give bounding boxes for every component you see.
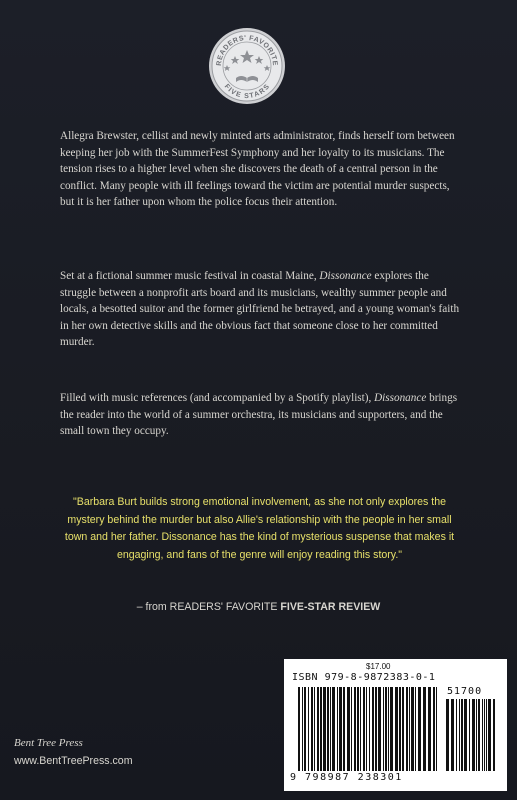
barcode-bar (415, 687, 416, 771)
barcode-bar (375, 687, 377, 771)
barcode-bar (347, 687, 350, 771)
barcode-bar (456, 699, 457, 771)
barcode-bar (411, 687, 414, 771)
barcode-bar (402, 687, 404, 771)
ean-digits: 9 798987 238301 (290, 772, 403, 783)
barcode-bar (354, 687, 356, 771)
book-title-italic: Dissonance (374, 392, 427, 404)
barcode-bar (486, 699, 487, 771)
barcode-bar (484, 699, 485, 771)
barcode-bar (298, 687, 300, 771)
book-title-italic: Dissonance (319, 270, 372, 282)
seal-top-text: READERS' FAVORITE (215, 34, 279, 67)
barcode-bar (390, 687, 393, 771)
barcode-bar (478, 699, 480, 771)
barcode-bar (409, 687, 410, 771)
blurb-paragraph-1: Allegra Brewster, cellist and newly minted arts administrator, finds herself torn between keeping her job with the SummerFest Symphony and her loyalty to its musicians. The tension rises to a higher level when she discovers the death of a central person in the conflict. Many people with ill feelings toward the victim are potential murder suspects, but it is her father upon whom the police focus their attention. (60, 130, 455, 209)
barcode-bar (320, 687, 322, 771)
barcode-bar (351, 687, 352, 771)
barcode-bar (317, 687, 319, 771)
blurb-paragraph-2: Set at a fictional summer music festival in coastal Maine, Dissonance explores the struggle between a nonprofit arts board and its musicians, wealthy summer people and locals, a besotted suitor and the former girlfriend he betrayed, and a young woman's faith in her own detective skills and the obvious fact that someone close to her committed murder. (60, 270, 460, 349)
isbn-text: ISBN 979-8-9872383-0-1 (292, 672, 436, 683)
readers-favorite-seal-icon (207, 26, 287, 106)
barcode-bar (472, 699, 475, 771)
addon-digits: 51700 (447, 686, 483, 697)
barcode-bar (423, 687, 426, 771)
barcode-bar (383, 687, 384, 771)
ean-barcode-bars (298, 687, 438, 771)
barcode-bar (436, 687, 437, 771)
barcode-bar (360, 687, 361, 771)
barcode-bar (323, 687, 326, 771)
publisher-website: www.BentTreePress.com (14, 755, 133, 767)
publisher-name: Bent Tree Press (14, 737, 83, 749)
barcode-bar (372, 687, 374, 771)
barcode-bar (428, 687, 431, 771)
barcode-bar (304, 687, 306, 771)
review-attribution: – from READERS' FAVORITE FIVE-STAR REVIEW (136, 601, 381, 613)
barcode-bar (327, 687, 329, 771)
barcode-bar (418, 687, 421, 771)
barcode-bar (388, 687, 389, 771)
barcode-bar (339, 687, 342, 771)
barcode-bar (433, 687, 435, 771)
barcode-bar (314, 687, 315, 771)
barcode-bar (302, 687, 303, 771)
barcode-bar (337, 687, 338, 771)
barcode-bar (488, 699, 491, 771)
barcode-bar (311, 687, 313, 771)
barcode-bar (363, 687, 365, 771)
barcode-bar (469, 699, 470, 771)
barcode-bar (395, 687, 398, 771)
barcode-bar (330, 687, 331, 771)
blurb-paragraph-3: Filled with music references (and accompanied by a Spotify playlist), Dissonance brings the reader into the world of a summer orchestra, its musicians and supporters, and the small town they occupy. (60, 392, 458, 438)
review-quote: "Barbara Burt builds strong emotional involvement, as she not only explores the mystery behind the murder but also Allie's relationship with the people in her small town and her father. Dissonance has the kind of mysterious suspense that makes it engaging, and fans of the genre will enjoy reading this story." (64, 496, 455, 561)
isbn-barcode (284, 659, 507, 791)
barcode-bar (446, 699, 449, 771)
barcode-bar (482, 699, 483, 771)
barcode-bar (493, 699, 495, 771)
barcode-bar (399, 687, 401, 771)
addon-barcode-bars (446, 699, 496, 771)
barcode-bar (406, 687, 408, 771)
barcode-bar (461, 699, 463, 771)
barcode-bar (385, 687, 387, 771)
barcode-bar (369, 687, 370, 771)
barcode-bar (476, 699, 477, 771)
barcode-bar (332, 687, 335, 771)
barcode-bar (308, 687, 309, 771)
seal-bottom-text: FIVE STARS (222, 83, 272, 101)
barcode-bar (378, 687, 381, 771)
barcode-bar (343, 687, 345, 771)
barcode-bar (357, 687, 359, 771)
barcode-bar (459, 699, 460, 771)
barcode-bar (464, 699, 467, 771)
barcode-bar (366, 687, 367, 771)
barcode-bar (451, 699, 454, 771)
price-label: $17.00 (366, 662, 391, 671)
